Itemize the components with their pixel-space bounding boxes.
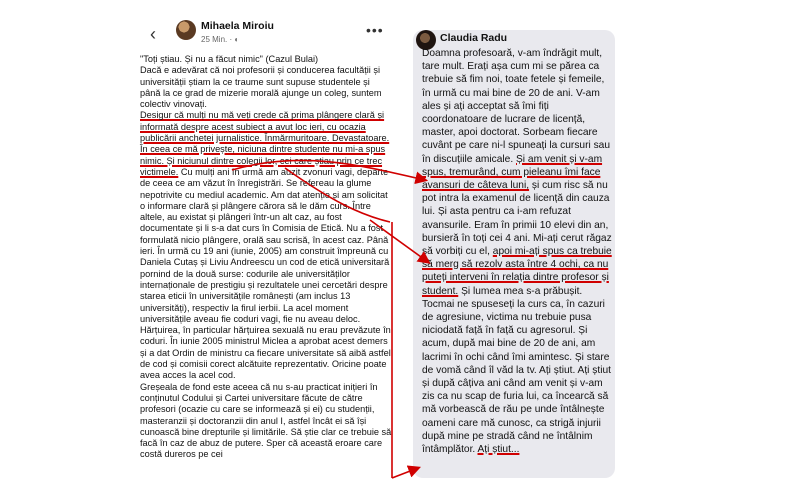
post-paragraph-2: Desigur că mulți nu mă veți crede că prima plângere clară și informată despre acest subiect a avut loc ieri, cu ocazia publicării anchetei jurnalistice. Înmărmuritoare. Devastatoare. În ceea ce mă privește, niciuna dintre studente nu mi-a spus nimic. Și niciunul dintre colegii lor, cei care știau prin ce trec victimele. Cu mulți ani în urmă am auzit zvonuri vagi, departe de ceea ce am văzut în înregistrări. Se refereau la glume nepotrivite cu mediul academic. Am dat atenție și am solicitat o informare clară și plângere cărora să le dăm curs. Între altele, au existat și plângeri într-un alt caz, au fost documentate și li s-a dat curs în Comisia de Etică. Nu a fost formulată nicio plângere, orală sau scrisă, în acest caz. Până ieri. În urmă cu 19 ani (iunie, 2005) am construit împreună cu Daniela Cutaș și Liviu Andreescu un cod de etică universitară pornind de la două surse: codurile ale universităților internaționale de prestigiu și rezultatele unei cercetări despre starea eticii în universitățile românești (am inclus 13 universități), respectiv la firul ierbii. La acel moment universitățile aveau fie coduri vagi, fie nu aveau deloc. Hărțuirea, în particular hărțuirea sexuală nu erau prevăzute în coduri. În iunie 2005 ministrul Miclea a aprobat acest demers și a dat Ordin de ministru ca fiecare universitate să aibă astfel de cod și comisii corect alcătuite reprezentativ. Oricine poate avea acces la acel cod. — [140, 110, 391, 381]
comment-author[interactable]: Claudia Radu — [440, 32, 508, 44]
globe-icon: ◐ — [234, 35, 240, 44]
post-paragraph-1: Dacă e adevărat că noi profesorii și conducerea facultății și universității știam la ce traume sunt supuse studentele și până la ce grad de mizerie morală ajunge un coleg, suntem colectiv vinovați. — [140, 65, 382, 110]
highlight-you-knew: Ați știut... — [477, 444, 520, 456]
post-paragraph-3: Greșeala de fond este aceea că nu s-au practicat inițieri în conținutul Codului și Cartei universitare făcute de către profesori (ocazie cu care se informează și ei) cu studenții, masteranzii și doctoranzii din anul I, astfel încât ei să își cunoască bine drepturile și limitările. Să știe clar ce trebuie să facă în caz de abuz de putere. Sper că această eroare care costă dureros pe cei — [140, 381, 392, 460]
more-options-icon[interactable]: ••• — [366, 22, 384, 38]
highlight-solve-between-4-eyes: apoi mi-ați spus ca trebuie să merg să rezolv asta între 4 ochi, ca nu puteți interveni în relația dintre profesor și student. — [422, 246, 612, 297]
highlight-no-student-told: În ceea ce mă privește, niciuna dintre studente nu mi-a spus nimic. Și niciunul dintre colegii lor, cei care știau prin ce trec victimele. — [140, 144, 386, 177]
comment-text: Doamna profesoară, v-am îndrăgit mult, tare mult. Erați așa cum mi se părea ca trebuie să fim noi, toate fetele și femeile, în urmă cu mai bine de 20 de ani. V-am ales și ați acceptat să îmi fiți coordonatoare de lucrare de licență, master, apoi doctorat. Sorbeam fiecare cuvânt pe care ni-l spuneați la cursuri sau în discuțiile amicale. Și am venit și v-am spus, tremurând, cum pieleanu îmi face avansuri de câteva luni, și cum risc să nu pot intra la examenul de licență din cauza lui. Și asta pentru ca i-am refuzat avansurile. Eram în primii 10 elevi din an, bursieră în toți cei 4 ani. Mi-ați cerut răgaz să vorbiți cu el, apoi mi-ați spus ca trebuie să merg să rezolv asta între 4 ochi, ca nu puteți interveni în relația dintre profesor și student. Și lumea mea s-a prăbușit. Tocmai ne spuseseți la curs ca, în cazuri de agresiune, victima nu trebuie pusa niciodată față în față cu agresorul. Și acum, după mai bine de 20 de ani, am lacrimi în ochi când îmi amintesc. Și stare de vomă când îl văd la tv. Ați știut. Ați știut și după câțiva ani când am venit și v-am zis ca nu scap de furia lui, ca încearcă să mă vorbească de rău pe unde întâlnește oameni care mă cunosc, ca strigă injurii după mine pe stradă când ne întâlnim întâmplător. Ați știut... — [422, 48, 612, 456]
post-time: 25 Min. · ◐ — [201, 35, 240, 44]
arrow-to-comment-3 — [370, 220, 428, 262]
arrow-to-comment-4 — [392, 468, 418, 478]
post-title: "Toți știau. Și nu a făcut nimic" (Cazul Bulai) — [140, 54, 319, 64]
back-arrow-icon[interactable]: ‹ — [150, 24, 156, 44]
arrow-to-comment-1 — [232, 160, 425, 180]
highlight-told-about-advances: Și am venit și v-am spus, tremurând, cum pieleanu îmi face avansuri de câteva luni, — [422, 153, 603, 192]
highlight-first-complaint: Desigur că mulți nu mă veți crede că prima plângere clară și informată despre acest subiect a avut loc ieri, cu ocazia publicării anchetei jurnalistice. Înmărmuritoare. Devastatoare. — [140, 110, 390, 144]
post-author[interactable]: Mihaela Miroiu — [201, 20, 274, 32]
arrow-to-comment-2 — [285, 168, 390, 222]
